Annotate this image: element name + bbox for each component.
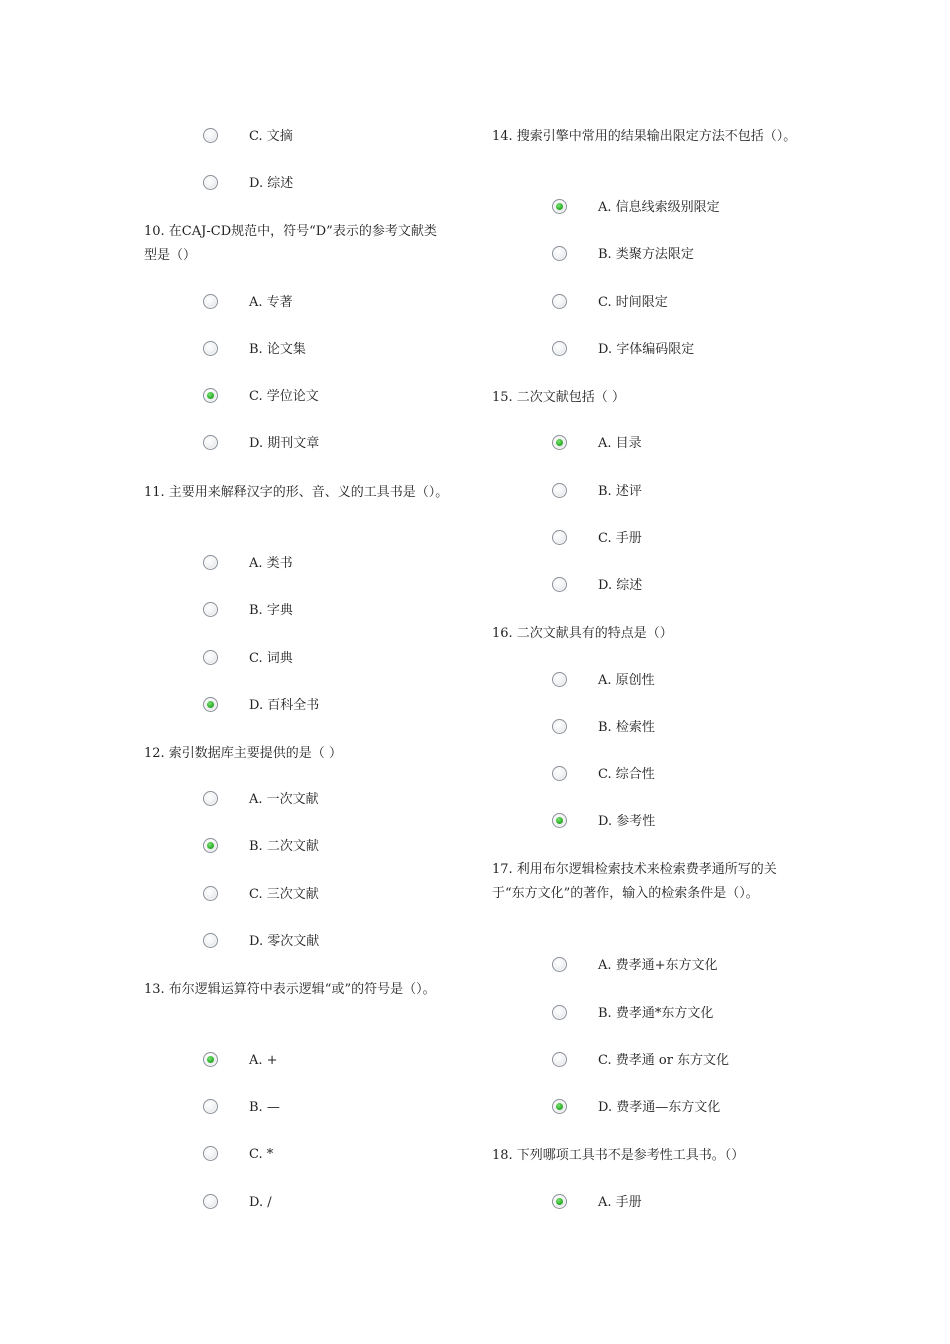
option-label: B. 二次文献: [249, 839, 319, 854]
option-label: D. 综述: [598, 578, 643, 593]
option-label: A. 专著: [249, 295, 293, 310]
radio-q11-d[interactable]: [203, 697, 218, 712]
radio-q11-c[interactable]: [203, 650, 218, 665]
radio-q13-a[interactable]: [203, 1052, 218, 1067]
option-label: C. 时间限定: [598, 295, 668, 310]
radio-q17-c[interactable]: [552, 1052, 567, 1067]
option-label: C. *: [249, 1147, 274, 1162]
radio-q15-c[interactable]: [552, 530, 567, 545]
option-label: C. 手册: [598, 531, 642, 546]
option-label: A. 费孝通+东方文化: [598, 958, 718, 973]
question-11: 11. 主要用来解释汉字的形、音、义的工具书是（）。: [144, 485, 449, 500]
radio-q15-d[interactable]: [552, 577, 567, 592]
radio-q16-a[interactable]: [552, 672, 567, 687]
option-label: A. 手册: [598, 1195, 642, 1210]
option-label: A. +: [249, 1053, 278, 1068]
option-label: D. /: [249, 1195, 272, 1210]
radio-q11-a[interactable]: [203, 555, 218, 570]
option-label: A. 一次文献: [249, 792, 319, 807]
radio-q16-c[interactable]: [552, 766, 567, 781]
option-label: B. 述评: [598, 484, 642, 499]
radio-q13-d[interactable]: [203, 1194, 218, 1209]
option-label: B. 字典: [249, 603, 293, 618]
option-label: D. 零次文献: [249, 934, 320, 949]
radio-q12-d[interactable]: [203, 933, 218, 948]
option-label: A. 类书: [249, 556, 293, 571]
radio-q15-a[interactable]: [552, 435, 567, 450]
radio-q12-a[interactable]: [203, 791, 218, 806]
radio-q10-d[interactable]: [203, 435, 218, 450]
option-label: A. 信息线索级别限定: [598, 200, 720, 215]
radio-q10-c[interactable]: [203, 388, 218, 403]
radio-q9-d[interactable]: [203, 175, 218, 190]
option-label: D. 百科全书: [249, 698, 320, 713]
radio-q16-b[interactable]: [552, 719, 567, 734]
question-17: 17. 利用布尔逻辑检索技术来检索费孝通所写的关于“东方文化”的著作，输入的检索条件是（）。: [492, 862, 777, 901]
radio-q14-d[interactable]: [552, 341, 567, 356]
radio-q10-a[interactable]: [203, 294, 218, 309]
option-label: B. 类聚方法限定: [598, 247, 694, 262]
radio-q14-a[interactable]: [552, 199, 567, 214]
option-label: C. 综合性: [598, 767, 655, 782]
option-label: A. 目录: [598, 436, 642, 451]
radio-q12-b[interactable]: [203, 838, 218, 853]
option-label: D. 费孝通—东方文化: [598, 1100, 721, 1115]
option-label: B. 检索性: [598, 720, 655, 735]
radio-q14-b[interactable]: [552, 246, 567, 261]
radio-q15-b[interactable]: [552, 483, 567, 498]
question-14: 14. 搜索引擎中常用的结果输出限定方法不包括（）。: [492, 129, 797, 144]
question-13: 13. 布尔逻辑运算符中表示逻辑“或”的符号是（）。: [144, 982, 436, 997]
option-label: B. 费孝通*东方文化: [598, 1006, 714, 1021]
radio-q16-d[interactable]: [552, 813, 567, 828]
radio-q11-b[interactable]: [203, 602, 218, 617]
option-label: C. 费孝通 or 东方文化: [598, 1053, 730, 1068]
option-label: A. 原创性: [598, 673, 655, 688]
radio-q13-c[interactable]: [203, 1146, 218, 1161]
option-label: B. 论文集: [249, 342, 306, 357]
option-label: C. 文摘: [249, 129, 293, 144]
radio-q17-b[interactable]: [552, 1005, 567, 1020]
option-label: D. 综述: [249, 176, 294, 191]
option-label: C. 词典: [249, 651, 293, 666]
option-label: C. 学位论文: [249, 389, 319, 404]
option-label: B. —: [249, 1100, 280, 1115]
radio-q17-d[interactable]: [552, 1099, 567, 1114]
radio-q13-b[interactable]: [203, 1099, 218, 1114]
radio-q9-c[interactable]: [203, 128, 218, 143]
radio-q17-a[interactable]: [552, 957, 567, 972]
option-label: C. 三次文献: [249, 887, 319, 902]
question-18: 18. 下列哪项工具书不是参考性工具书。（）: [492, 1148, 745, 1163]
radio-q14-c[interactable]: [552, 294, 567, 309]
option-label: D. 字体编码限定: [598, 342, 695, 357]
question-15: 15. 二次文献包括（ ）: [492, 390, 625, 405]
radio-q12-c[interactable]: [203, 886, 218, 901]
option-label: D. 参考性: [598, 814, 656, 829]
radio-q10-b[interactable]: [203, 341, 218, 356]
question-12: 12. 索引数据库主要提供的是（ ）: [144, 746, 342, 761]
radio-q18-a[interactable]: [552, 1194, 567, 1209]
question-16: 16. 二次文献具有的特点是（）: [492, 626, 673, 641]
option-label: D. 期刊文章: [249, 436, 320, 451]
question-10: 10. 在CAJ-CD规范中，符号“D”表示的参考文献类型是（）: [144, 224, 437, 263]
